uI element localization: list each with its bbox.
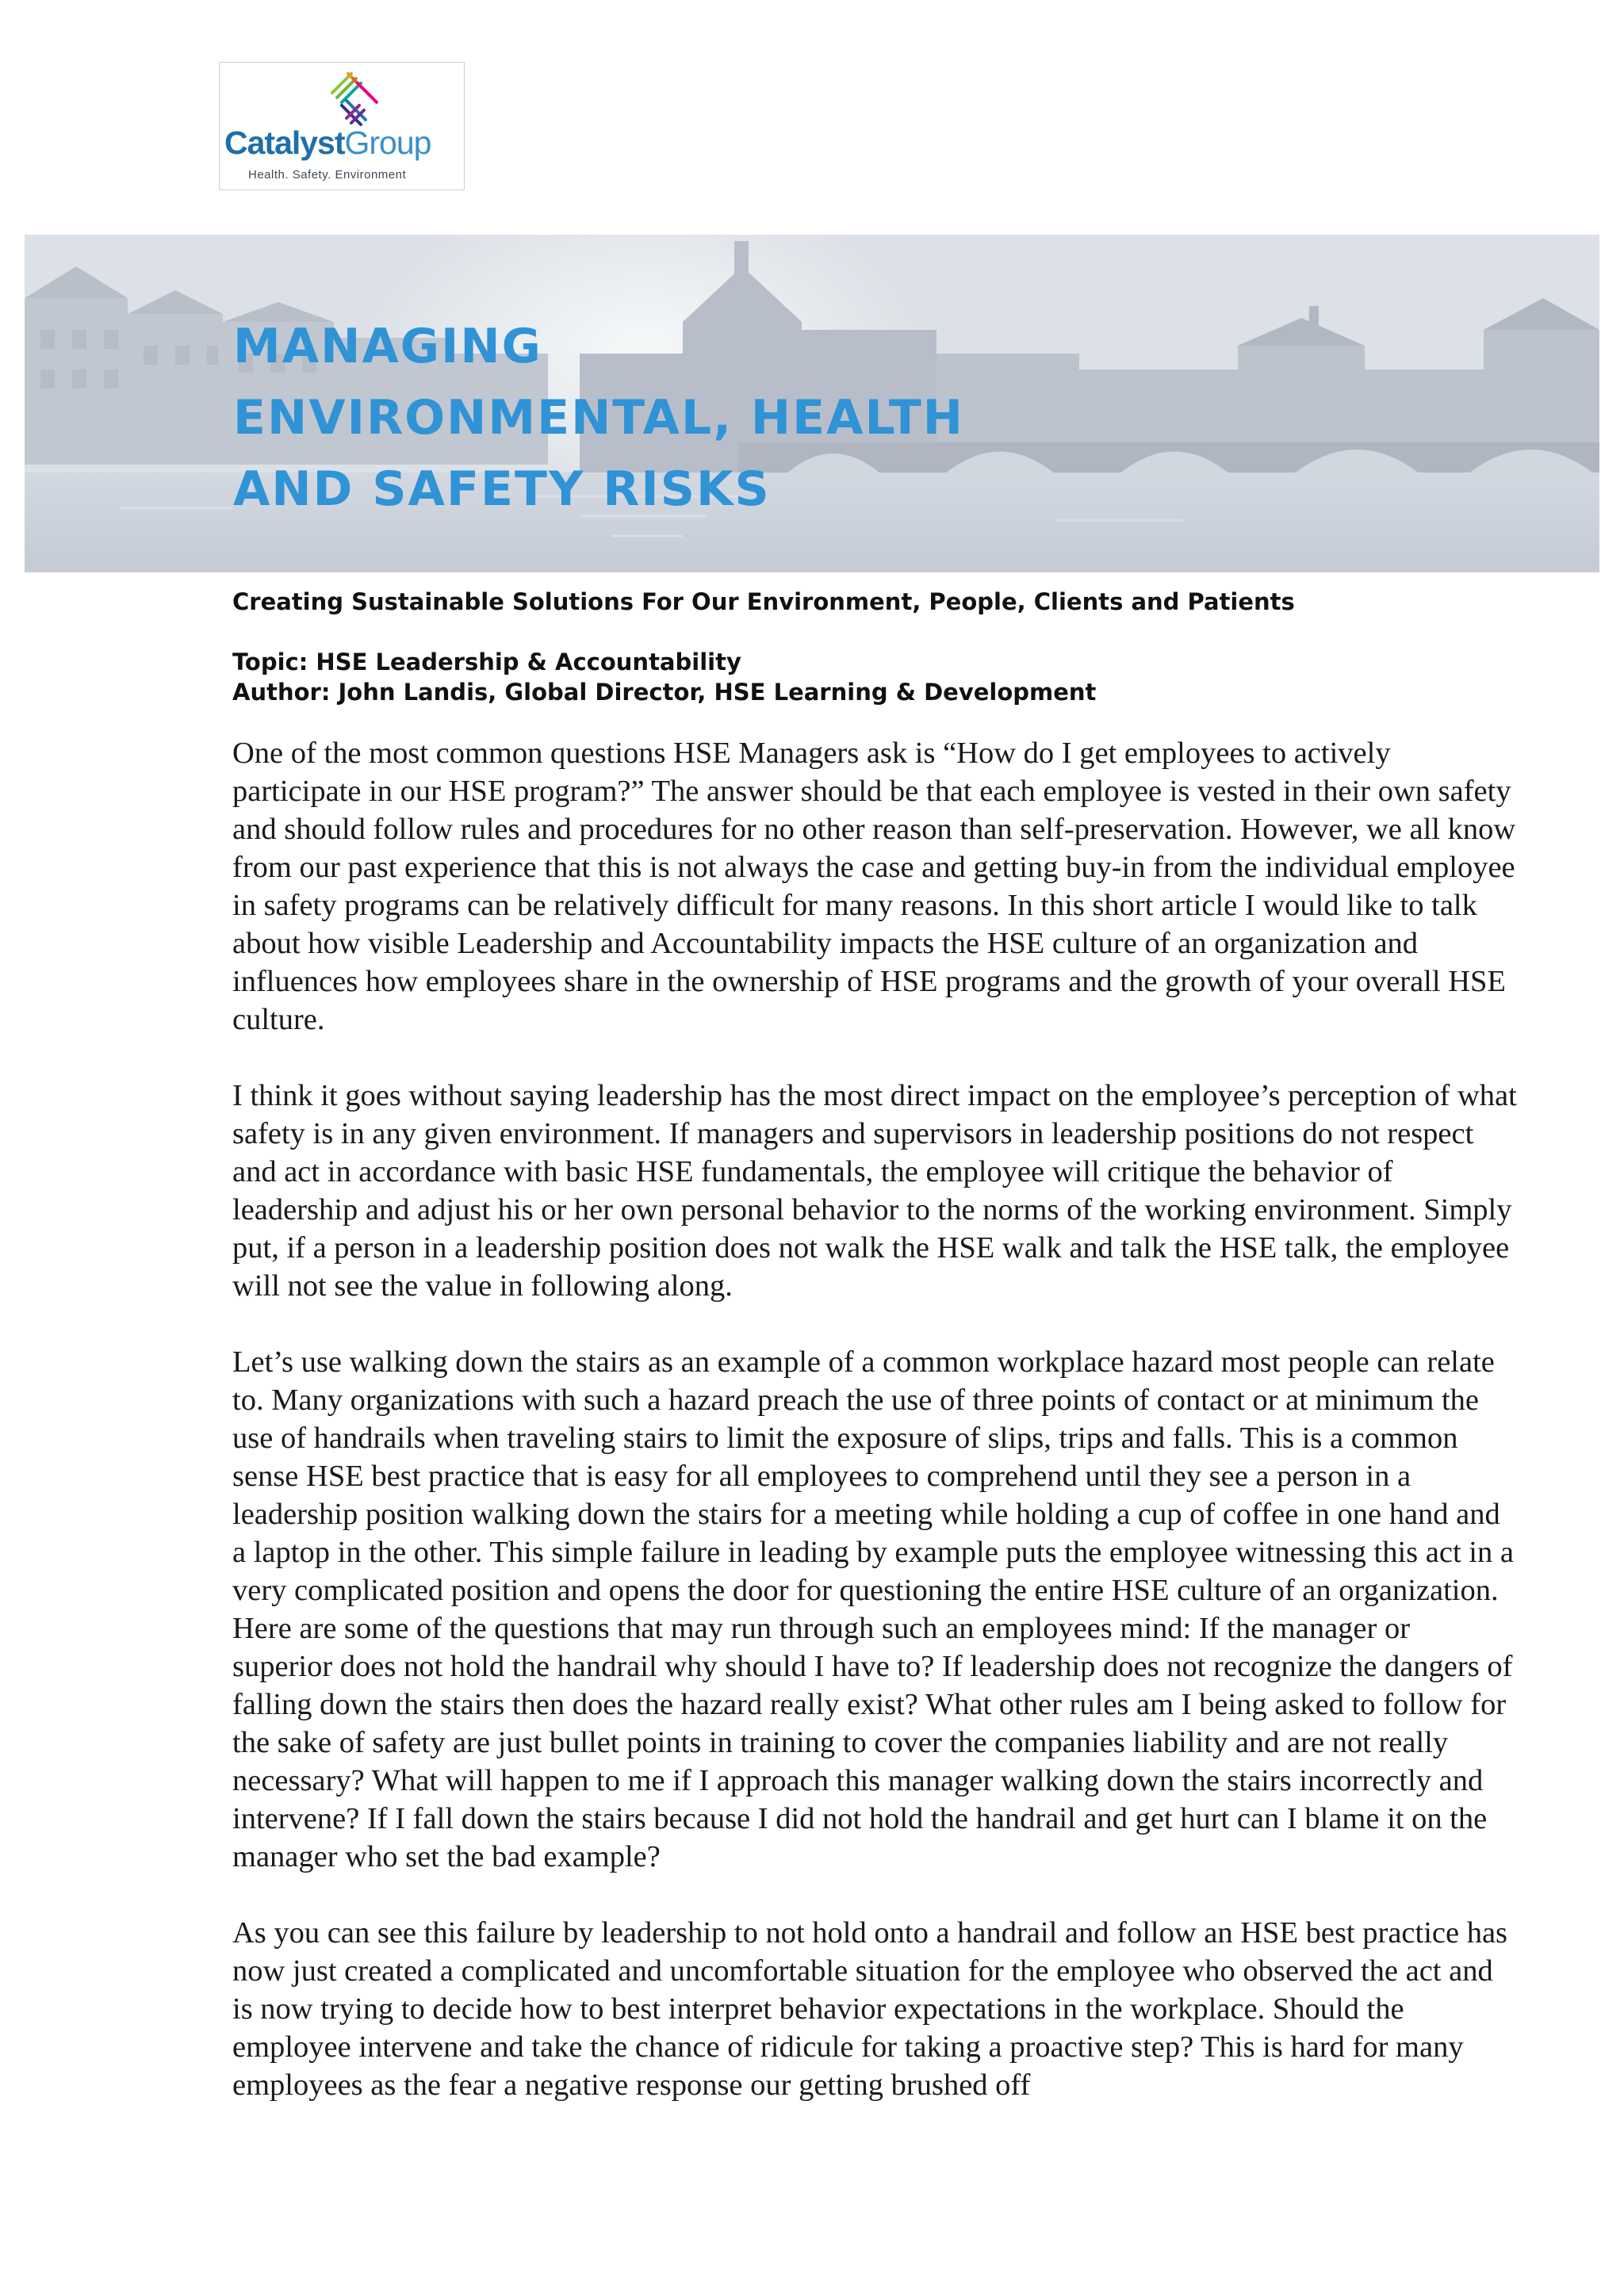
paragraph-4: As you can see this failure by leadership to not hold onto a handrail and follow an HSE best practice has now just created a complicated and uncomfortable situation for the employee who observed the act and is now trying to decide how to best interpret behavior expectations in the workplace. Should the employee intervene and take the chance of ridicule for taking a proactive step? This is hard for many employees as the fear a negative response our getting brushed off: [232, 1916, 1508, 2102]
company-logo: [219, 62, 465, 190]
title-line-2: ENVIRONMENTAL, HEALTH: [233, 390, 964, 446]
article-body: [232, 734, 1517, 2142]
logo-mark-icon: [324, 69, 385, 129]
author-line: Author: John Landis, Global Director, HSE Learning & Development: [232, 679, 1097, 706]
subtitle: Creating Sustainable Solutions For Our Environment, People, Clients and Patients: [232, 588, 1295, 615]
title-line-1: MANAGING: [233, 319, 542, 374]
topic-line: Topic: HSE Leadership & Accountability: [232, 649, 741, 675]
header-banner: [25, 235, 1599, 572]
page-title: [233, 311, 964, 525]
paragraph-3: Let’s use walking down the stairs as an example of a common workplace hazard most people can relate to. Many organizations with such a hazard preach the use of three points of contact or at minimum the use of handrails when traveling stairs to limit the exposure of slips, trips and falls. This is a common sense HSE best practice that is easy for all employees to comprehend until they see a person in a leadership position walking down the stairs for a meeting while holding a cup of coffee in one hand and a laptop in the other. This simple failure in leading by example puts the employee witnessing this act in a very complicated position and opens the door for questioning the entire HSE culture of an organization. Here are some of the questions that may run through such an employees mind: If the manager or superior does not hold the handrail why should I have to? If leadership does not recognize the dangers of falling down the stairs then does the hazard really exist? What other rules am I being asked to follow for the sake of safety are just bullet points in training to cover the companies liability and are not really necessary? What will happen to me if I approach this manager walking down the stairs incorrectly and intervene? If I fall down the stairs because I did not hold the handrail and get hurt can I blame it on the manager who set the bad example?: [232, 1345, 1514, 1873]
logo-tagline: Health. Safety. Environment: [248, 168, 407, 182]
logo-name-part2: Group: [344, 124, 431, 161]
paragraph-1: One of the most common questions HSE Managers ask is “How do I get employees to actively participate in our HSE program?” The answer should be that each employee is vested in their own safety and should follow rules and procedures for no other reason than self-preservation. However, we all know from our past experience that this is not always the case and getting buy-in from the individual employee in safety programs can be relatively difficult for many reasons. In this short article I would like to talk about how visible Leadership and Accountability impacts the HSE culture of an organization and influences how employees share in the ownership of HSE programs and the growth of your overall HSE culture.: [232, 737, 1516, 1036]
paragraph-2: I think it goes without saying leadership has the most direct impact on the employee’s perception of what safety is in any given environment. If managers and supervisors in leadership positions do not respect and act in accordance with basic HSE fundamentals, the employee will critique the behavior of leadership and adjust his or her own personal behavior to the norms of the working environment. Simply put, if a person in a leadership position does not walk the HSE walk and talk the HSE talk, the employee will not see the value in following along.: [232, 1079, 1517, 1303]
logo-wordmark: [224, 124, 431, 162]
title-line-3: AND SAFETY RISKS: [233, 461, 771, 517]
logo-name-part1: Catalyst: [224, 124, 345, 161]
